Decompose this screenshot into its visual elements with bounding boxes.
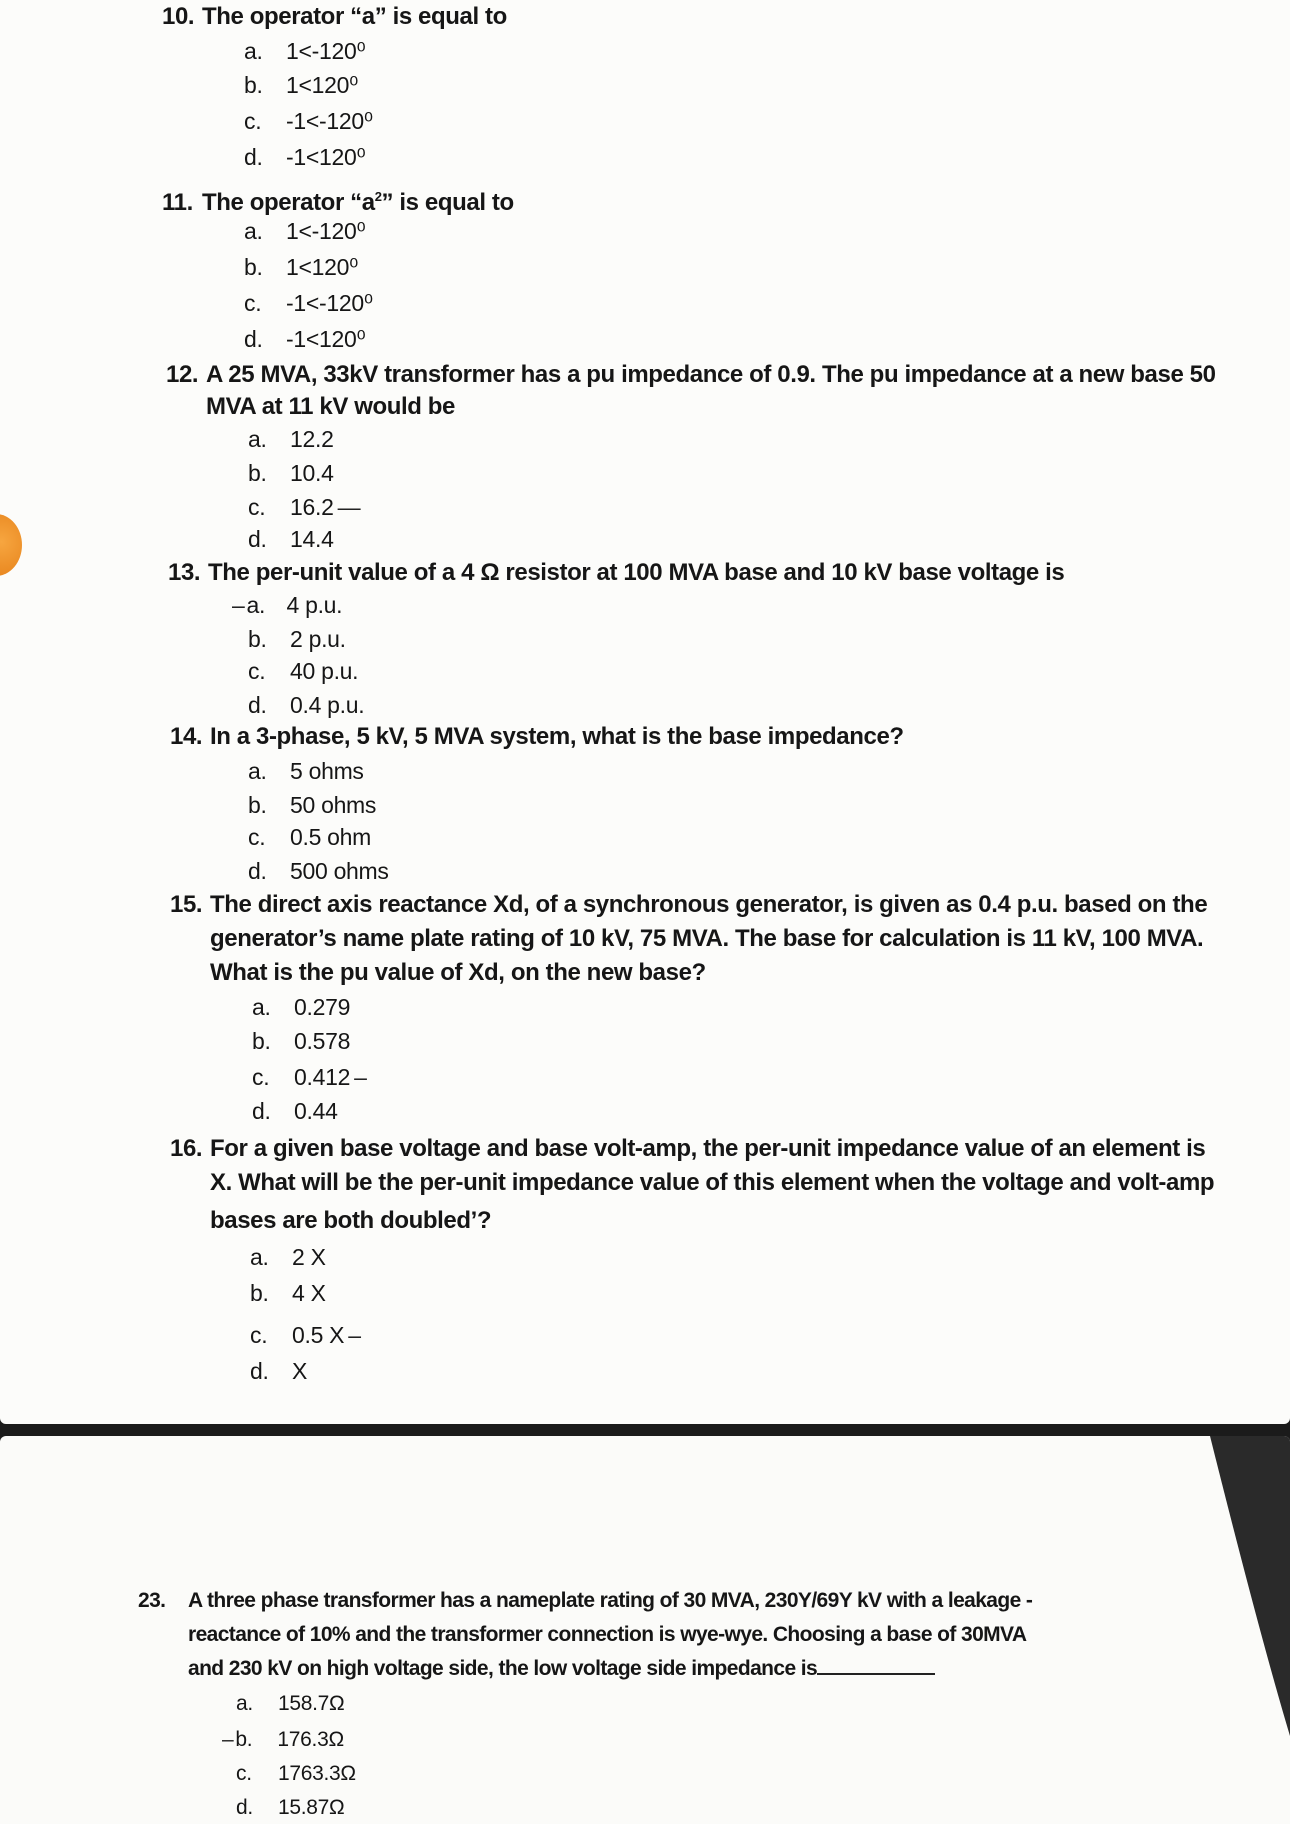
q11-option-c: c. -1<-120⁰ (244, 290, 373, 316)
q23-option-a: a. 158.7Ω (236, 1692, 345, 1715)
handwritten-answer-mark: – (232, 592, 245, 618)
q10-option-c: c. -1<-120⁰ (244, 108, 373, 134)
question-11: 11. The operator “$a^2$” is equal to (162, 189, 514, 216)
q15-option-d: d. 0.44 (252, 1098, 338, 1124)
handwritten-answer-mark: – (222, 1728, 234, 1751)
q10-option-d: d. -1<120⁰ (244, 144, 366, 170)
q16-option-c: c. 0.5 X – (250, 1322, 361, 1348)
q23-option-b: –b. 176.3Ω (222, 1728, 344, 1751)
q10-option-a: a. 1<-120⁰ (244, 38, 366, 64)
question-10: 10. The operator “a” is equal to (162, 3, 507, 30)
q13-option-a: –a. 4 p.u. (232, 592, 343, 618)
q12-option-b: b. 10.4 (248, 460, 334, 486)
orange-circle-marker (0, 514, 22, 576)
q23-option-c: c. 1763.3Ω (236, 1762, 356, 1785)
handwritten-answer-mark: — (337, 494, 361, 520)
q13-option-d: d. 0.4 p.u. (248, 692, 365, 718)
handwritten-answer-mark: – (348, 1322, 361, 1348)
question-10-text: The operator “a” is equal to (202, 3, 507, 30)
q11-option-b: b. 1<120⁰ (244, 254, 359, 280)
question-15-line-2: generator’s name plate rating of 10 kV, 75 MVA. The base for calculation is 11 kV, 100 MVA. (210, 925, 1204, 952)
q13-option-b: b. 2 p.u. (248, 626, 346, 652)
question-12: 12. A 25 MVA, 33kV transformer has a pu impedance of 0.9. The pu impedance at a new base 50 (166, 361, 1216, 388)
question-23-line-3: and 230 kV on high voltage side, the low voltage side impedance is (188, 1652, 935, 1686)
q16-option-a: a. 2 X (250, 1244, 326, 1270)
q12-option-d: d. 14.4 (248, 526, 334, 552)
question-16-line-3: bases are both doubled’? (210, 1207, 492, 1234)
q11-option-d: d. -1<120⁰ (244, 326, 366, 352)
q14-option-d: d. 500 ohms (248, 858, 389, 884)
q16-option-b: b. 4 X (250, 1280, 326, 1306)
q11-option-a: a. 1<-120⁰ (244, 218, 366, 244)
q15-option-a: a. 0.279 (252, 994, 351, 1020)
q15-option-b: b. 0.578 (252, 1028, 351, 1054)
handwritten-answer-mark: – (354, 1064, 367, 1090)
q14-option-a: a. 5 ohms (248, 758, 364, 784)
question-15: 15. The direct axis reactance Xd, of a synchronous generator, is given as 0.4 p.u. based on the (170, 891, 1208, 918)
question-13: 13. The per-unit value of a 4 Ω resistor at 100 MVA base and 10 kV base voltage is (168, 559, 1065, 586)
q23-option-d: d. 15.87Ω (236, 1796, 345, 1819)
q16-option-d: d. X (250, 1358, 308, 1384)
q10-option-b: b. 1<120⁰ (244, 72, 359, 98)
page-edge-shadow (1170, 1436, 1290, 1824)
q12-option-a: a. 12.2 (248, 426, 334, 452)
question-15-line-3: What is the pu value of Xd, on the new base? (210, 959, 706, 986)
question-12-line-2: MVA at 11 kV would be (206, 393, 455, 420)
question-16: 16. For a given base voltage and base volt-amp, the per-unit impedance value of an element is (170, 1135, 1206, 1162)
question-14: 14. In a 3-phase, 5 kV, 5 MVA system, what is the base impedance? (170, 723, 904, 750)
q13-option-c: c. 40 p.u. (248, 658, 359, 684)
question-23: 23. A three phase transformer has a nameplate rating of 30 MVA, 230Y/69Y kV with a leakage - (138, 1589, 1033, 1612)
question-11-text: The operator “$a^2$” is equal to (202, 189, 514, 216)
exam-page-2 (0, 1436, 1290, 1824)
question-16-line-2: X. What will be the per-unit impedance value of this element when the voltage and volt-amp (210, 1169, 1215, 1196)
q14-option-b: b. 50 ohms (248, 792, 377, 818)
answer-blank (817, 1653, 935, 1675)
q12-option-c: c. 16.2 — (248, 494, 361, 520)
question-23-line-2: reactance of 10% and the transformer connection is wye-wye. Choosing a base of 30MVA (188, 1623, 1027, 1646)
q15-option-c: c. 0.412 – (252, 1064, 367, 1090)
q14-option-c: c. 0.5 ohm (248, 824, 372, 850)
